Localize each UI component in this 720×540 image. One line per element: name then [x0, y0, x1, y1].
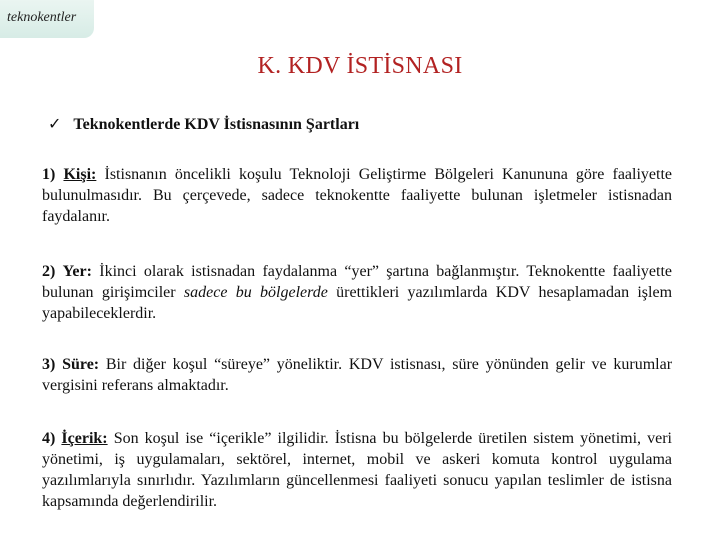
item-number: 1) [42, 166, 56, 183]
checkmark-icon: ✓ [48, 116, 62, 133]
item-number: 3) [42, 356, 56, 373]
item-text-emphasis: sadece bu bölgelerde [183, 284, 328, 301]
item-text: İkinci olarak istisnadan faydalanma “yer” şartına bağlanmıştır. Teknokentte faaliyette bulunan girişimciler [42, 263, 673, 301]
item-text-continued: ürettikleri yazılımlarda KDV hesaplamadan işlem yapabileceklerdir. [42, 284, 673, 322]
item-text: Son koşul ise “içerikle” ilgilidir. İstisna bu bölgelerde üretilen sistem yönetimi, veri yönetimi, iş uygulamaları, sektörel, internet, mobil ve askeri komuta kontrol uygulama yazılımlarıyla sınırlıdır. Yazılımların güncellenmesi faaliyeti sonucu yapılan teslimler de istisna kapsamında değerlendirilir. [42, 430, 672, 510]
page-title: K. KDV İSTİSNASI [257, 53, 463, 79]
item-key: Süre: [62, 356, 100, 373]
item-key: Kişi: [63, 166, 97, 183]
item-number: 4) [42, 430, 56, 447]
condition-paragraph-2 [42, 261, 672, 324]
item-key: İçerik: [61, 430, 108, 447]
item-text: Bir diğer koşul “süreye” yöneliktir. KDV istisnası, süre yönünden gelir ve kurumlar vergisini referans almaktadır. [42, 356, 673, 394]
condition-paragraph-1 [42, 164, 672, 227]
tab-label: teknokentler [7, 10, 77, 25]
subheading [48, 114, 359, 134]
item-key: Yer: [62, 263, 92, 280]
item-number: 2) [42, 263, 56, 280]
item-text: İstisnanın öncelikli koşulu Teknoloji Geliştirme Bölgeleri Kanununa göre faaliyette bulunulmasıdır. Bu çerçevede, sadece teknokentte faaliyette bulunan işletmeler istisnadan faydalanır. [42, 166, 673, 225]
condition-paragraph-3 [42, 354, 672, 396]
header-tab [0, 0, 94, 38]
subheading-text: Teknokentlerde KDV İstisnasının Şartları [73, 116, 360, 133]
condition-paragraph-4 [42, 428, 672, 512]
